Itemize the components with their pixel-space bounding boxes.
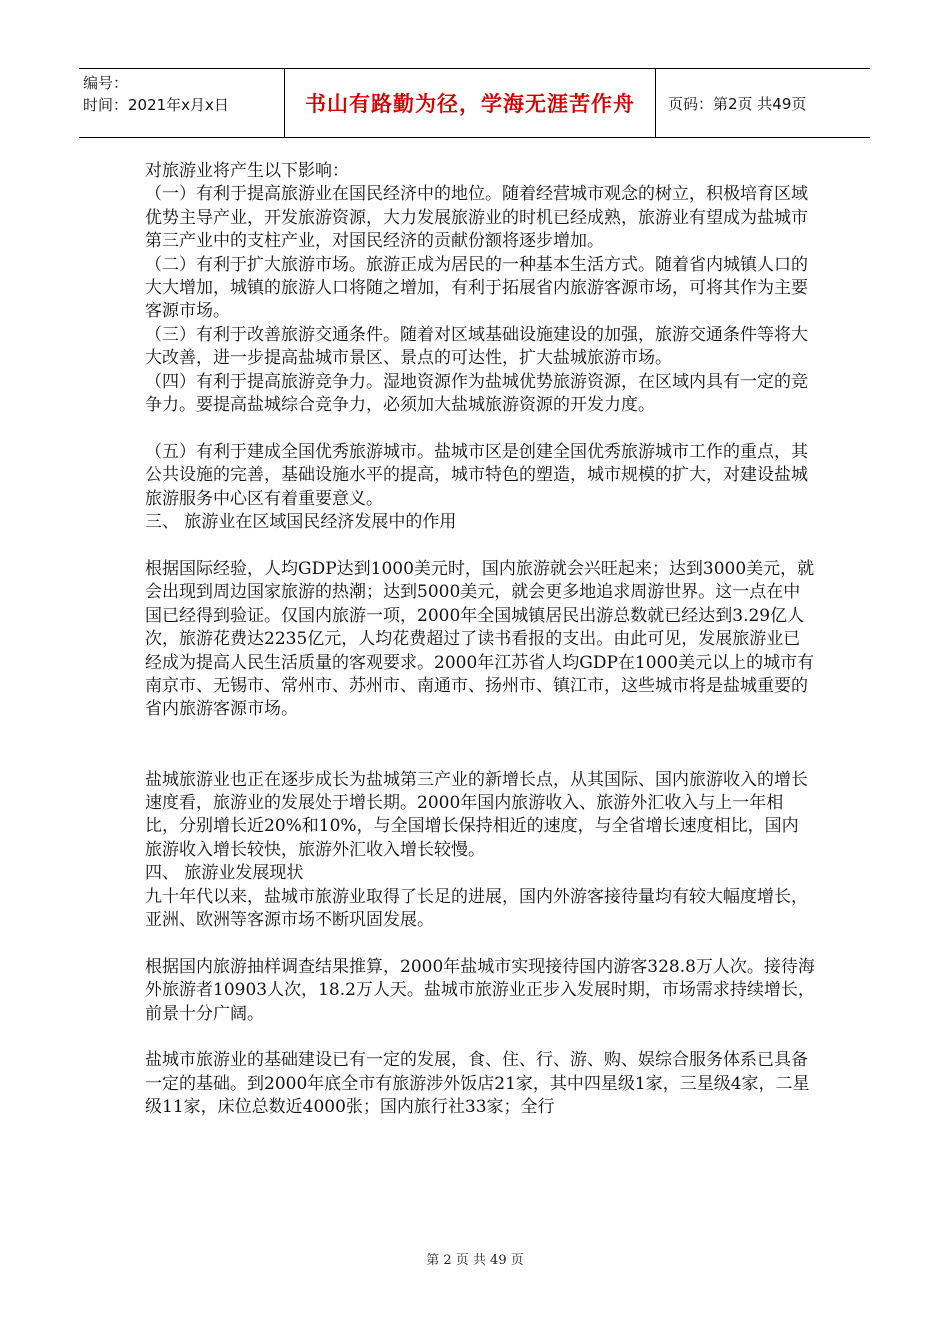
paragraph: 九十年代以来，盐城市旅游业取得了长足的进展，国内外游客接待量均有较大幅度增长，亚洲、欧洲等客源市场不断巩固发展。 bbox=[145, 886, 808, 930]
number-label: 编号： bbox=[83, 74, 129, 92]
page-header bbox=[79, 68, 870, 138]
spacer bbox=[145, 1026, 815, 1049]
section-heading: 四、 旅游业发展现状 bbox=[145, 863, 304, 884]
time-label: 时间：2021年x月x日 bbox=[83, 96, 229, 114]
paragraph: （二）有利于扩大旅游市场。旅游正成为居民的一种基本生活方式。随着省内城镇人口的大大增加，城镇的旅游人口将随之增加，有利于拓展省内旅游客源市场，可将其作为主要客源市场。 bbox=[145, 254, 808, 322]
paragraph: 盐城旅游业也正在逐步成长为盐城第三产业的新增长点，从其国际、国内旅游收入的增长速度看，旅游业的发展处于增长期。2000年国内旅游收入、旅游外汇收入与上一年相比，分别增长近20%和10%，与全国增长保持相近的速度，与全省增长速度相比，国内旅游收入增长较快，旅游外汇收入增长较慢。 bbox=[145, 769, 808, 860]
paragraph: （三）有利于改善旅游交通条件。随着对区域基础设施建设的加强，旅游交通条件等将大大改善，进一步提高盐城市景区、景点的可达性，扩大盐城旅游市场。 bbox=[145, 324, 808, 369]
page-label: 页码：第2页 共49页 bbox=[668, 94, 807, 113]
spacer bbox=[145, 534, 815, 557]
paragraph: （五）有利于建成全国优秀旅游城市。盐城市区是创建全国优秀旅游城市工作的重点，其公共设施的完善，基础设施水平的提高，城市特色的塑造，城市规模的扩大，对建设盐城旅游服务中心区有着重要意义。 bbox=[145, 441, 808, 509]
paragraph: 根据国际经验，人均GDP达到1000美元时，国内旅游就会兴旺起来；达到3000美元，就会出现到周边国家旅游的热潮；达到5000美元，就会更多地追求周游世界。这一点在中国已经得到验证。仅国内旅游一项，2000年全国城镇居民出游总数就已经达到3.29亿人次，旅游花费达2235亿元，人均花费超过了读书看报的支出。由此可见，发展旅游业已经成为提高人民生活质量的客观要求。2000年江苏省人均GDP在1000美元以上的城市有南京市、无锡市、常州市、苏州市、南通市、扬州市、镇江市，这些城市将是盐城重要的省内旅游客源市场。 bbox=[145, 558, 815, 720]
spacer bbox=[145, 932, 815, 955]
paragraph: 对旅游业将产生以下影响： bbox=[145, 161, 349, 181]
paragraph: （四）有利于提高旅游竞争力。湿地资源作为盐城优势旅游资源，在区域内具有一定的竞争力。要提高盐城综合竞争力，必须加大盐城旅游资源的开发力度。 bbox=[145, 371, 808, 416]
page-footer: 第 2 页 共 49 页 bbox=[426, 1253, 524, 1268]
paragraph: 盐城市旅游业的基础建设已有一定的发展，食、住、行、游、购、娱综合服务体系已具备一定的基础。到2000年底全市有旅游涉外饭店21家，其中四星级1家，三星级4家，二星级11家，床位总数近4000张；国内旅行社33家；全行 bbox=[145, 1050, 810, 1118]
section-heading: 三、 旅游业在区域国民经济发展中的作用 bbox=[145, 512, 457, 533]
paragraph: （一）有利于提高旅游业在国民经济中的地位。随着经营城市观念的树立，积极培育区域优势主导产业，开发旅游资源，大力发展旅游业的时机已经成熟，旅游业有望成为盐城市第三产业中的支柱产业，对国民经济的贡献份额将逐步增加。 bbox=[145, 184, 808, 252]
spacer bbox=[145, 745, 815, 768]
header-left-cell bbox=[79, 69, 284, 137]
spacer bbox=[145, 722, 815, 745]
paragraph: 根据国内旅游抽样调查结果推算，2000年盐城市实现接待国内游客328.8万人次。接待海外旅游者10903人次，18.2万人天。盐城市旅游业正步入发展时期，市场需求持续增长，前景十分广阔。 bbox=[145, 956, 815, 1024]
document-body bbox=[145, 160, 815, 1120]
motto: 书山有路勤为径，学海无涯苦作舟 bbox=[284, 69, 656, 137]
spacer bbox=[145, 417, 815, 440]
